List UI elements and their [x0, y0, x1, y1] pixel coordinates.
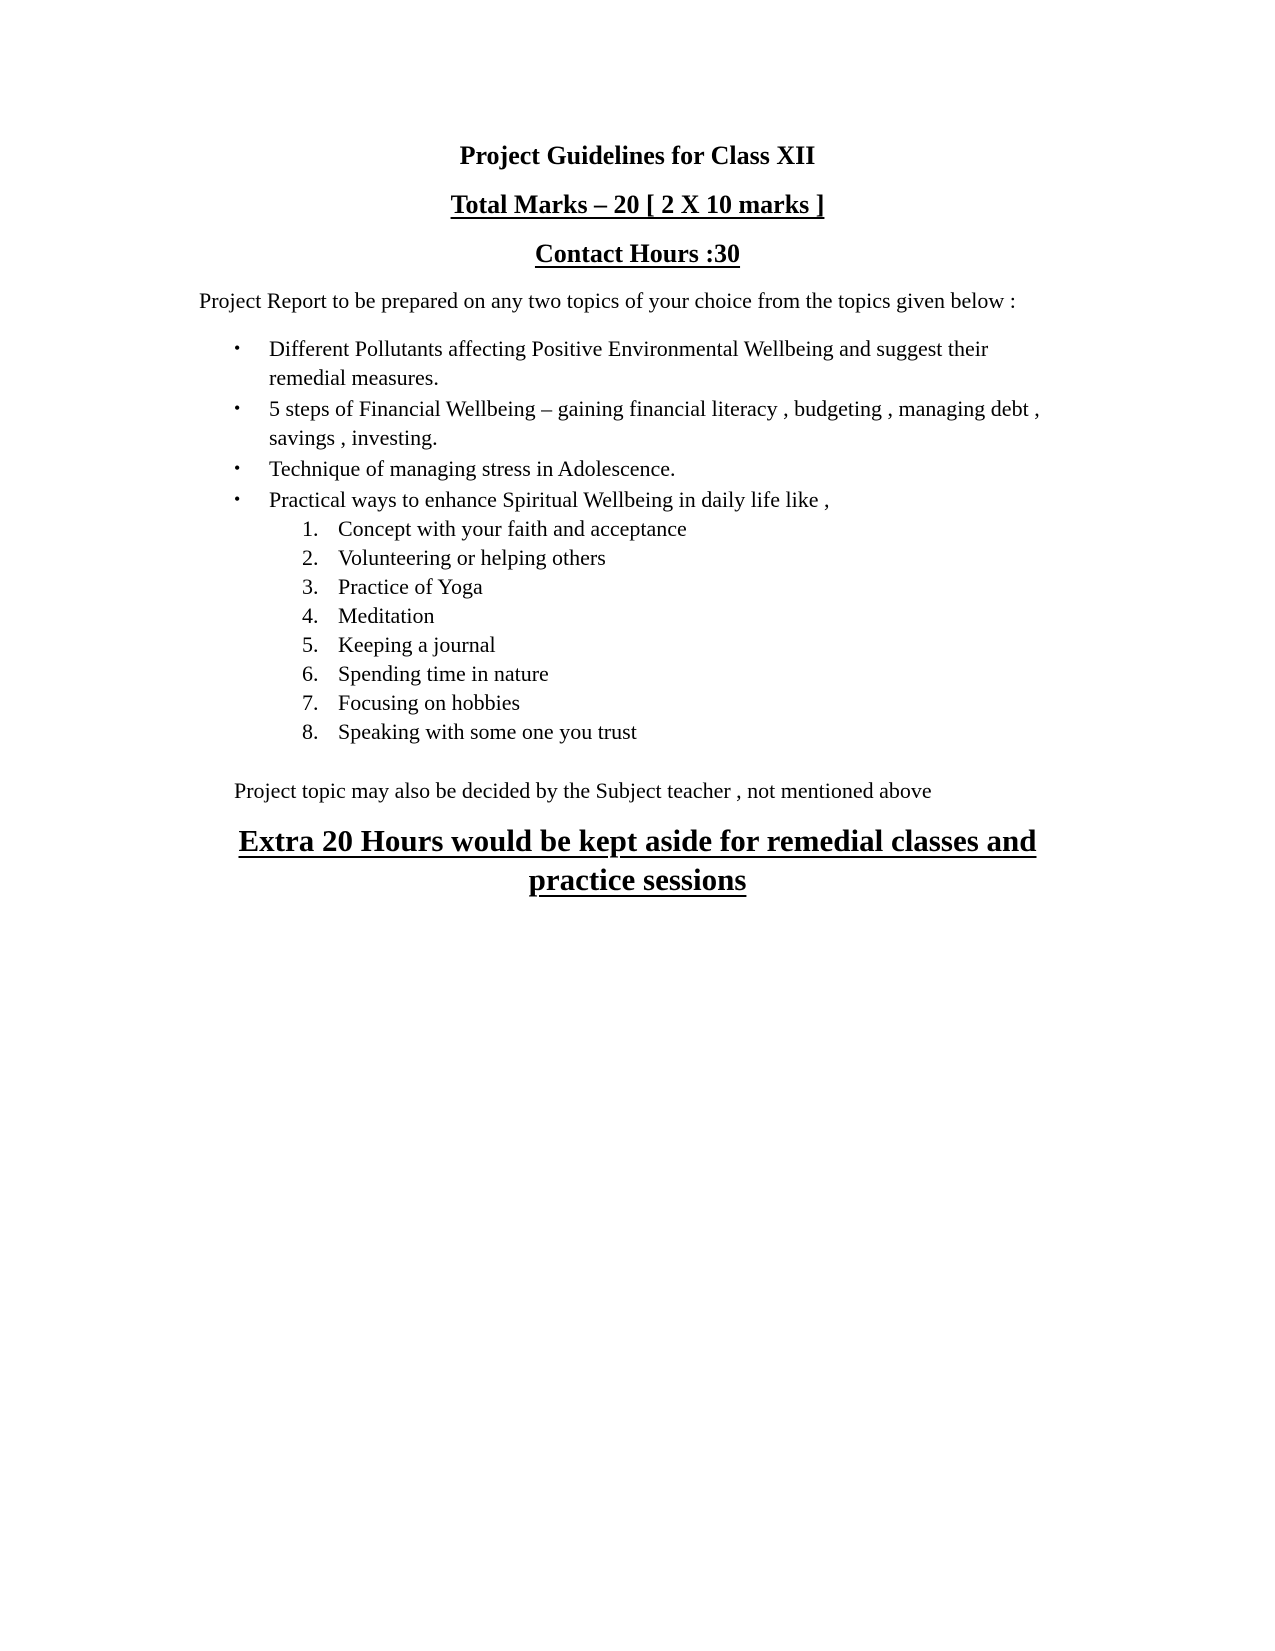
list-item	[269, 572, 1052, 601]
item-number: 8.	[302, 719, 319, 744]
item-text: Speaking with some one you trust	[338, 719, 637, 744]
bullet-icon: •	[234, 338, 241, 358]
topic-item-spiritual	[232, 485, 1052, 746]
topic-list	[232, 334, 1052, 748]
topic-text: Different Pollutants affecting Positive Environmental Wellbeing and suggest their remedial measures.	[269, 336, 989, 390]
item-number: 4.	[302, 603, 319, 628]
topic-text: Technique of managing stress in Adolescence.	[269, 456, 676, 481]
bullet-icon: •	[234, 458, 241, 478]
topic-text: Practical ways to enhance Spiritual Wellbeing in daily life like ,	[269, 487, 830, 512]
topic-item-pollutants	[232, 334, 1052, 392]
item-text: Meditation	[338, 603, 435, 628]
list-item	[269, 717, 1052, 746]
teacher-note: Project topic may also be decided by the Subject teacher , not mentioned above	[234, 778, 932, 803]
item-text: Practice of Yoga	[338, 574, 483, 599]
item-text: Spending time in nature	[338, 661, 549, 686]
topic-item-stress	[232, 454, 1052, 483]
list-item	[269, 688, 1052, 717]
list-item	[269, 514, 1052, 543]
contact-hours-heading: Contact Hours :30	[534, 239, 741, 268]
item-text: Focusing on hobbies	[338, 690, 521, 715]
item-number: 3.	[302, 574, 319, 599]
item-number: 7.	[302, 690, 319, 715]
extra-hours-notice: Extra 20 Hours would be kept aside for remedial classes and practice sessions	[238, 823, 1037, 897]
spiritual-sublist	[269, 514, 1052, 746]
bullet-icon: •	[234, 489, 241, 509]
intro-text: Project Report to be prepared on any two topics of your choice from the topics given below :	[199, 288, 1016, 313]
topic-text: 5 steps of Financial Wellbeing – gaining financial literacy , budgeting , managing debt , savings , investing.	[269, 396, 1040, 450]
list-item	[269, 659, 1052, 688]
item-number: 5.	[302, 632, 319, 657]
topic-item-financial	[232, 394, 1052, 452]
list-item	[269, 601, 1052, 630]
total-marks-heading: Total Marks – 20 [ 2 X 10 marks ]	[450, 190, 825, 219]
item-number: 1.	[302, 516, 319, 541]
item-number: 6.	[302, 661, 319, 686]
item-text: Volunteering or helping others	[338, 545, 606, 570]
list-item	[269, 630, 1052, 659]
page-title: Project Guidelines for Class XII	[459, 141, 816, 170]
item-text: Concept with your faith and acceptance	[338, 516, 687, 541]
bullet-icon: •	[234, 398, 241, 418]
item-text: Keeping a journal	[338, 632, 496, 657]
item-number: 2.	[302, 545, 319, 570]
list-item	[269, 543, 1052, 572]
